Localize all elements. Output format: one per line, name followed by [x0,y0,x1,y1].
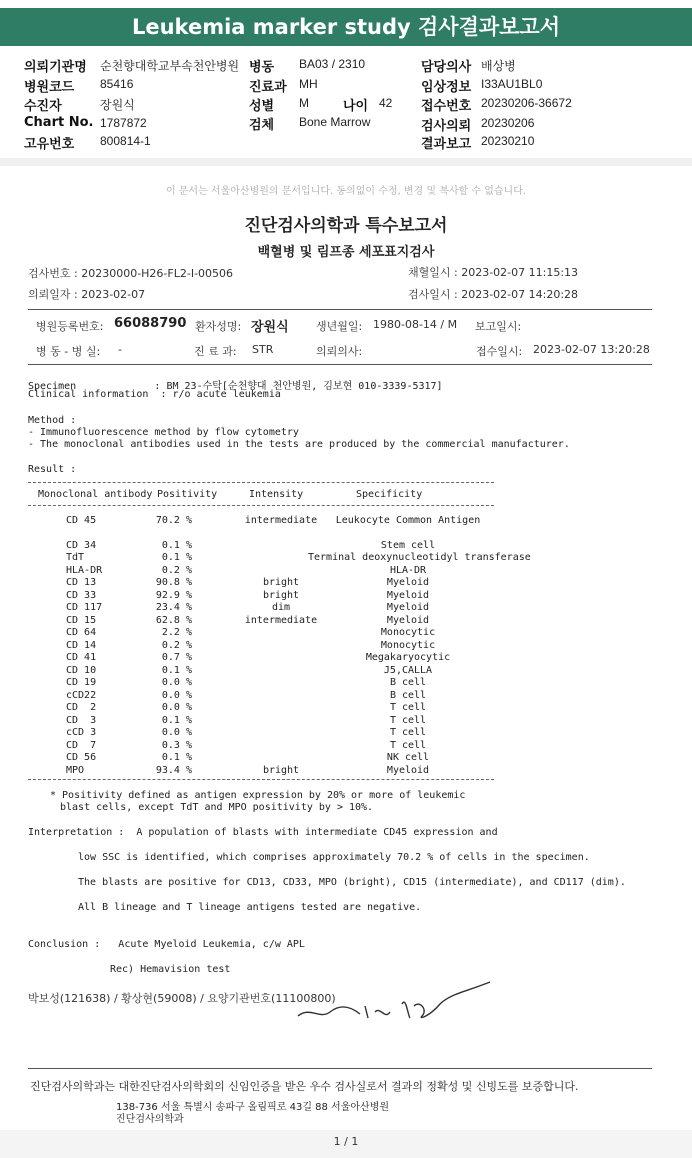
bar-dept-label: 진 료 과: [194,345,237,358]
ward-label: 병동 [249,60,275,75]
report-value: 20230210 [481,134,535,148]
doctor-label: 담당의사 [421,60,472,75]
table-row [0,602,692,614]
marker-specificity: Leukocyte Common Antigen [335,515,481,526]
institution-label: 의뢰기관명 [24,60,87,75]
marker-name: MPO [66,765,85,776]
marker-name: CD 15 [66,615,97,626]
interpretation-line-3: The blasts are positive for CD13, CD33, MPO (bright), CD15 (intermediate), and CD117 (dim). [78,877,626,888]
table-row [0,652,692,664]
marker-intensity: bright [262,577,300,588]
marker-positivity: 0.2 % [161,565,192,576]
conclusion-line-1: Conclusion : Acute Myeloid Leukemia, c/w APL [28,939,305,950]
marker-specificity: T cell [389,715,427,726]
result-heading: Result : [28,464,77,475]
dept-value: MH [299,77,318,91]
clinical-line: Clinical information : r/o acute leukemia [28,389,281,400]
unique-value: 800814-1 [100,134,151,148]
marker-positivity: 0.7 % [161,652,192,663]
marker-intensity: bright [262,590,300,601]
table-row [0,515,692,527]
receipt-value: 20230206-36672 [481,96,572,110]
reg-label: 병원등록번호: [36,320,104,333]
col-antibody: Monoclonal antibody [38,489,153,500]
page-number: 1 / 1 [333,1135,359,1148]
marker-specificity: NK cell [386,752,430,763]
marker-name: CD 34 [66,540,97,551]
marker-name: HLA-DR [66,565,103,576]
marker-positivity: 23.4 % [155,602,192,613]
marker-name: cCD22 [66,690,97,701]
marker-positivity: 0.3 % [161,740,192,751]
age-value: 42 [379,96,393,110]
table-row [0,765,692,777]
marker-positivity: 0.0 % [161,677,192,688]
chart-label: Chart No. [24,115,94,130]
report-time-label: 보고일시: [475,320,522,333]
bar-receipt-value: 2023-02-07 13:20:28 [533,343,650,356]
marker-specificity: HLA-DR [389,565,427,576]
marker-specificity: T cell [389,727,427,738]
doctor-value: 배상병 [481,59,516,73]
bar-dept-value: STR [252,343,274,356]
table-row [0,540,692,552]
table-row [0,702,692,714]
hospital-code-value: 85416 [100,77,134,91]
address-text: 138-736 서울 특별시 송파구 올림픽로 43길 88 서울아산병원 [116,1102,390,1113]
marker-name: CD 33 [66,590,97,601]
table-row [0,565,692,577]
marker-positivity: 0.1 % [161,540,192,551]
table-bottom-rule [28,779,494,780]
handwritten-signature [290,976,500,1026]
marker-name: CD 7 [66,740,97,751]
name-value: 장원식 [251,320,289,335]
marker-specificity: Myeloid [386,590,430,601]
report-subtitle: 백혈병 및 림프종 세포표지검사 [257,245,435,260]
marker-name: CD 117 [66,602,103,613]
report-title: 진단검사의학과 특수보고서 [244,216,448,236]
age-label: 나이 [343,99,369,114]
footer-rule [28,1068,652,1069]
table-row [0,677,692,689]
request-value: 20230206 [481,116,535,130]
collect-time: 채혈일시 : 2023-02-07 11:15:13 [408,266,579,279]
request-date: 의뢰일자 : 2023-02-07 [28,288,146,301]
name-label: 환자성명: [195,320,242,333]
institution-value: 순천향대학교부속천안병원 [100,59,240,73]
exam-time: 검사일시 : 2023-02-07 14:20:28 [408,288,579,301]
marker-intensity: dim [271,602,291,613]
request-label: 검사의뢰 [421,119,472,134]
marker-name: TdT [66,552,85,563]
col-positivity: Positivity [157,489,218,500]
table-row [0,690,692,702]
page-separator [0,158,692,166]
table-row [0,740,692,752]
interpretation-line-4: All B lineage and T lineage antigens tested are negative. [78,902,422,913]
report-header-title: Leukemia marker study 검사결과보고서 [131,15,561,39]
marker-name: CD 56 [66,752,97,763]
marker-positivity: 0.0 % [161,690,192,701]
marker-specificity: Megakaryocytic [365,652,451,663]
footnote-line-1: * Positivity defined as antigen expression by 20% or more of leukemic [50,790,466,801]
specimen-value: Bone Marrow [299,115,371,129]
dept-label: 진료과 [249,80,287,95]
marker-specificity: Stem cell [380,540,436,551]
marker-positivity: 90.8 % [155,577,192,588]
marker-specificity: Myeloid [386,765,430,776]
method-line-1: - Immunofluorescence method by flow cytometry [28,427,299,438]
patient-bar-bottom-rule [28,364,652,365]
certification-text: 진단검사의학과는 대한진단검사의학회의 신임인증을 받은 우수 검사실로서 결과의 정확성 및 신빙도를 보증합니다. [30,1080,579,1093]
method-heading: Method : [28,415,77,426]
col-intensity: Intensity [249,489,304,500]
marker-name: CD 10 [66,665,97,676]
footnote-line-2: blast cells, except TdT and MPO positivity by > 10%. [60,802,374,813]
marker-name: cCD 3 [66,727,97,738]
interpretation-line-1: Interpretation : A population of blasts with intermediate CD45 expression and [28,827,498,838]
marker-name: CD 2 [66,702,97,713]
chart-value: 1787872 [100,116,147,130]
hospital-code-label: 병원코드 [24,80,75,95]
interpretation-line-2: low SSC is identified, which comprises approximately 70.2 % of cells in the specimen. [78,852,590,863]
ward-room-value: - [118,343,122,356]
marker-specificity: Terminal deoxynucleotidyl transferase [308,552,531,563]
footer-dept: 진단검사의학과 [116,1114,184,1125]
table-row [0,627,692,639]
table-header-rule [28,505,494,506]
table-row [0,752,692,764]
marker-name: CD 45 [66,515,97,526]
marker-positivity: 92.9 % [155,590,192,601]
marker-positivity: 0.1 % [161,665,192,676]
marker-specificity: Myeloid [386,615,430,626]
marker-name: CD 3 [66,715,97,726]
marker-specificity: T cell [389,740,427,751]
receipt-label: 접수번호 [421,99,472,114]
marker-name: CD 13 [66,577,97,588]
marker-specificity: Monocytic [380,640,436,651]
marker-name: CD 41 [66,652,97,663]
marker-positivity: 2.2 % [161,627,192,638]
marker-positivity: 0.0 % [161,702,192,713]
marker-name: CD 14 [66,640,97,651]
table-row [0,577,692,589]
unique-label: 고유번호 [24,137,75,152]
report-header [0,8,692,46]
table-row [0,615,692,627]
table-row [0,640,692,652]
marker-intensity: intermediate [244,515,318,526]
table-row [0,552,692,564]
marker-positivity: 93.4 % [155,765,192,776]
patient-bar-top-rule [28,309,652,310]
marker-intensity: intermediate [244,615,318,626]
patient-value: 장원식 [100,98,135,112]
marker-positivity: 0.2 % [161,640,192,651]
dob-label: 생년월일: [316,320,363,333]
method-line-2: - The monoclonal antibodies used in the tests are produced by the commercial manufacturer. [28,439,570,450]
sex-label: 성별 [249,99,275,114]
bar-doctor-label: 의뢰의사: [316,345,363,358]
clinical-value: I33AU1BL0 [481,77,543,91]
copy-notice: 이 문서는 서울아산병원의 문서입니다. 동의없이 수정, 변경 및 복사할 수 없습니다. [165,186,527,197]
col-specificity: Specificity [356,489,423,500]
specimen-line: Specimen : BM 23-수탁[순천향대 천안병원, 김보현 010-3339-5317] [28,381,443,392]
marker-positivity: 62.8 % [155,615,192,626]
report-label: 결과보고 [421,137,472,152]
conclusion-line-2: Rec) Hemavision test [110,964,231,975]
marker-positivity: 0.1 % [161,552,192,563]
table-row [0,590,692,602]
reg-value: 66088790 [114,316,187,331]
table-top-rule [28,482,494,483]
marker-intensity: bright [262,765,300,776]
table-row [0,727,692,739]
marker-specificity: J5,CALLA [383,665,433,676]
ward-value: BA03 / 2310 [299,57,366,71]
ward-room-label: 병 동 - 병 실: [36,345,101,358]
marker-specificity: T cell [389,702,427,713]
bar-receipt-label: 접수일시: [476,345,523,358]
marker-specificity: Myeloid [386,602,430,613]
marker-positivity: 0.1 % [161,752,192,763]
table-row [0,665,692,677]
marker-positivity: 70.2 % [155,515,192,526]
sex-value: M [299,96,309,110]
clinical-label: 임상정보 [421,80,472,95]
marker-name: CD 19 [66,677,97,688]
patient-label: 수진자 [24,99,62,114]
marker-positivity: 0.0 % [161,727,192,738]
marker-specificity: Myeloid [386,577,430,588]
marker-specificity: Monocytic [380,627,436,638]
marker-specificity: B cell [389,690,427,701]
marker-positivity: 0.1 % [161,715,192,726]
signers-line: 박보성(121638) / 황상현(59008) / 요양기관번호(11100800) [28,992,336,1005]
marker-specificity: B cell [389,677,427,688]
exam-number: 검사번호 : 20230000-H26-FL2-I-00506 [28,267,234,280]
specimen-label: 검체 [249,118,275,133]
marker-name: CD 64 [66,627,97,638]
dob-value: 1980-08-14 / M [373,318,458,331]
table-row [0,715,692,727]
